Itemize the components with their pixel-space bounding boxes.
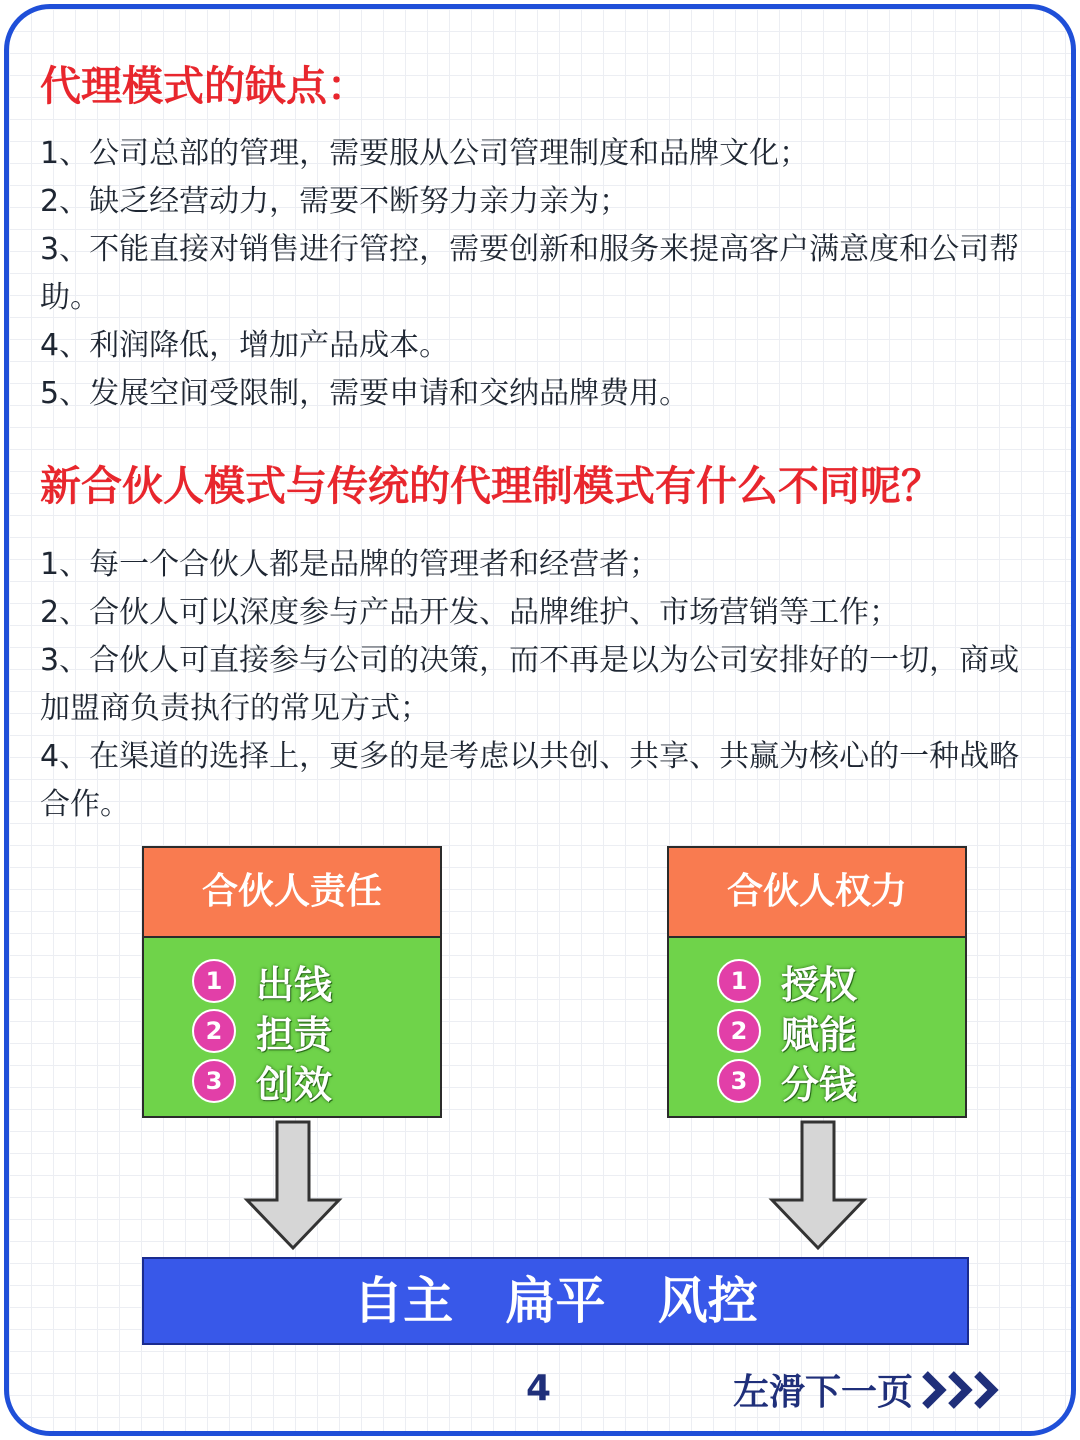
down-arrow-icon	[243, 1120, 343, 1252]
section1-item-5: 5、发展空间受限制，需要申请和交纳品牌费用。	[40, 376, 690, 411]
section2-item-3: 3、合伙人可直接参与公司的决策，而不再是以为公司安排好的一切，商或加盟商负责执行的常见方式；	[40, 643, 1020, 726]
rights-item	[717, 1056, 965, 1106]
partner-rights-title: 合伙人权力	[669, 848, 965, 938]
section2-title: 新合伙人模式与传统的代理制模式有什么不同呢？	[40, 462, 942, 510]
rights-label: 授权	[781, 962, 858, 1007]
section2-item-1: 1、每一个合伙人都是品牌的管理者和经营者；	[40, 547, 660, 582]
page-number: 4	[526, 1368, 552, 1409]
responsibility-label: 担责	[256, 1012, 333, 1057]
next-page-hint[interactable]	[733, 1364, 1005, 1415]
rights-item	[717, 956, 965, 1006]
number-badge: 1	[717, 959, 761, 1003]
responsibility-label: 出钱	[256, 962, 333, 1007]
partner-responsibility-title: 合伙人责任	[144, 848, 440, 938]
rights-label: 分钱	[781, 1062, 858, 1107]
section1-item-3: 3、不能直接对销售进行管控，需要创新和服务来提高客户满意度和公司帮助。	[40, 232, 1020, 315]
section2-item-2: 2、合伙人可以深度参与产品开发、品牌维护、市场营销等工作；	[40, 595, 900, 630]
section2-list	[40, 541, 1040, 829]
section1-list	[40, 130, 1040, 418]
rights-item	[717, 1006, 965, 1056]
number-badge: 2	[192, 1009, 236, 1053]
number-badge: 3	[717, 1059, 761, 1103]
section1-item-1: 1、公司总部的管理，需要服从公司管理制度和品牌文化；	[40, 136, 810, 171]
partner-rights-box	[667, 846, 967, 1118]
down-arrow-icon	[768, 1120, 868, 1252]
triple-chevron-right-icon	[921, 1368, 1005, 1412]
section2-item-4: 4、在渠道的选择上，更多的是考虑以共创、共享、共赢为核心的一种战略合作。	[40, 739, 1020, 822]
partner-responsibility-list	[144, 938, 440, 1106]
rights-label: 赋能	[781, 1012, 858, 1057]
responsibility-item	[192, 956, 440, 1006]
section1-item-4: 4、利润降低，增加产品成本。	[40, 328, 450, 363]
number-badge: 3	[192, 1059, 236, 1103]
number-badge: 2	[717, 1009, 761, 1053]
number-badge: 1	[192, 959, 236, 1003]
section1-item-2: 2、缺乏经营动力，需要不断努力亲力亲为；	[40, 184, 630, 219]
responsibility-item	[192, 1006, 440, 1056]
responsibility-item	[192, 1056, 440, 1106]
responsibility-label: 创效	[256, 1062, 333, 1107]
next-page-label: 左滑下一页	[733, 1372, 914, 1413]
partner-rights-list	[669, 938, 965, 1106]
partner-responsibility-box	[142, 846, 442, 1118]
result-bar: 自主 扁平 风控	[142, 1257, 969, 1345]
section1-title: 代理模式的缺点：	[40, 62, 368, 110]
